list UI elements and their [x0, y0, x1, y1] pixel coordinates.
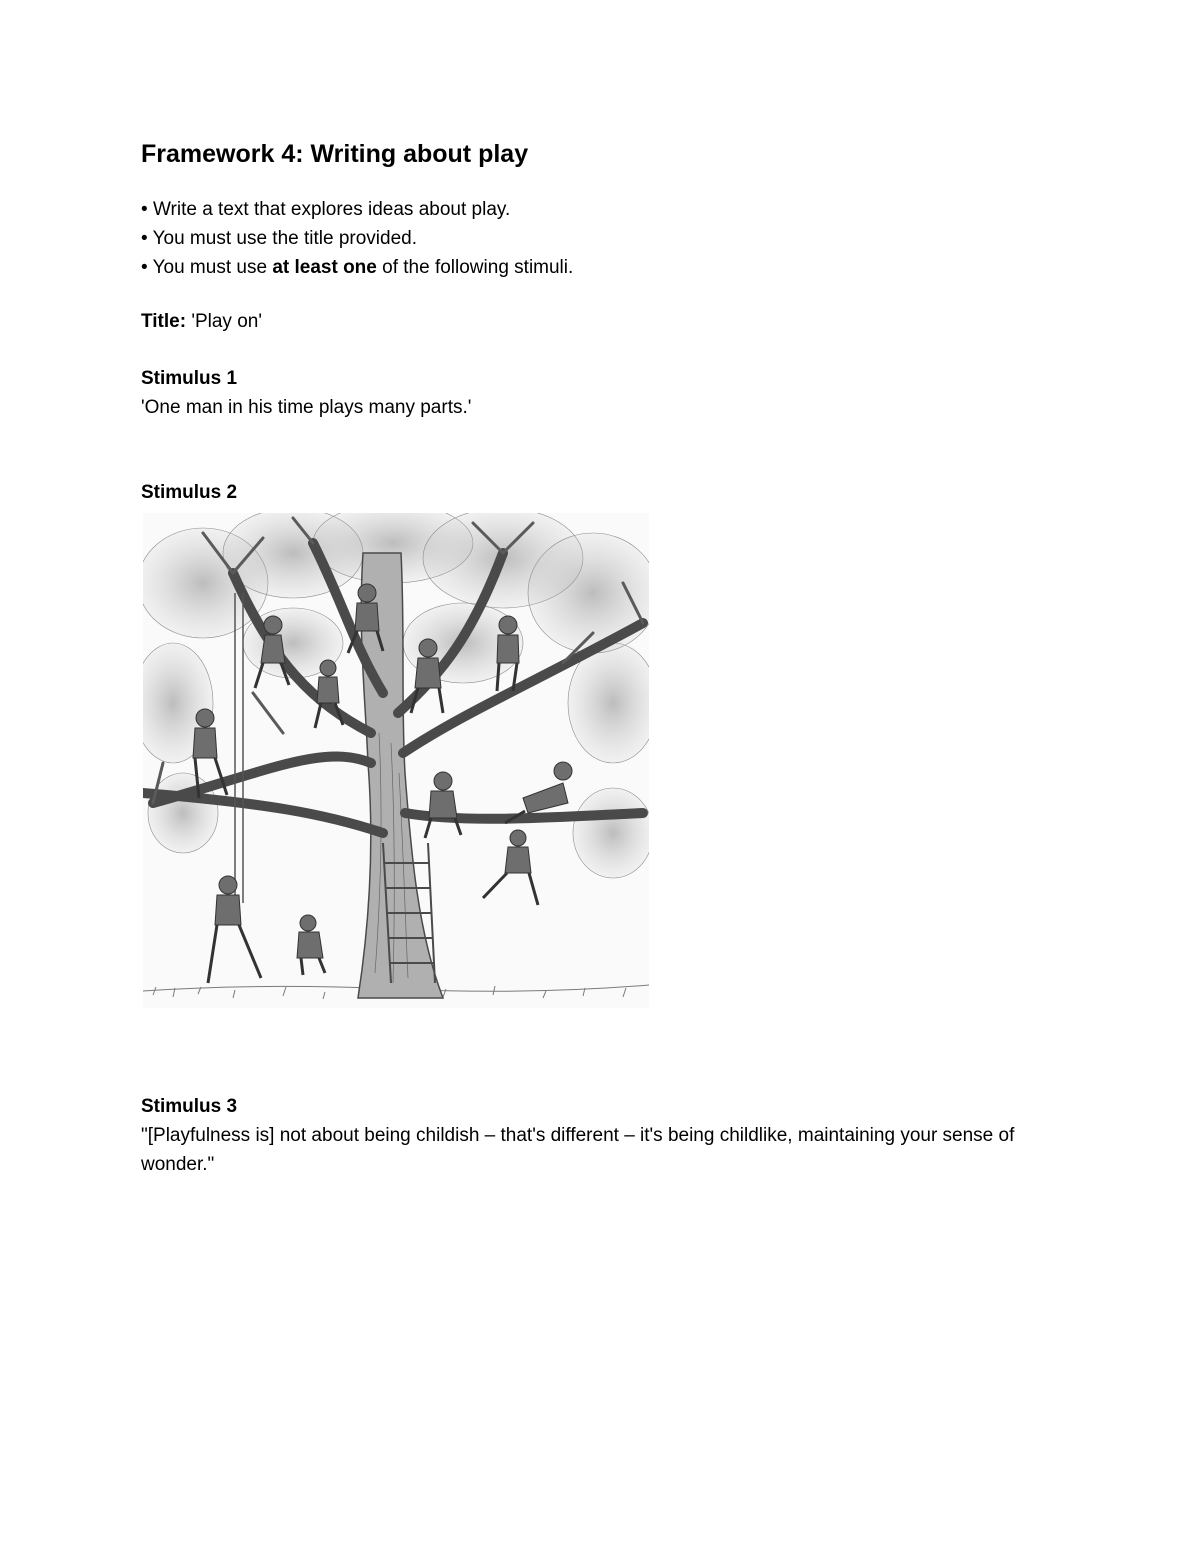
- stimulus-3-quote: "[Playfulness is] not about being childish – that's different – it's being childlike, maintaining your sense of wonder.": [141, 1125, 1015, 1175]
- stimulus-3-label: Stimulus 3: [141, 1096, 238, 1117]
- instruction-item: [141, 224, 573, 253]
- child-figure: [297, 915, 325, 975]
- stimulus-2-label: Stimulus 2: [141, 482, 238, 503]
- tree-illustration: [143, 513, 649, 1008]
- swing-ropes: [235, 593, 243, 903]
- instruction-item: [141, 195, 573, 224]
- rope-ladder: [383, 843, 435, 983]
- child-figure: [497, 616, 519, 691]
- page-title: Framework 4: Writing about play: [141, 140, 529, 168]
- instruction-text: Write a text that explores ideas about play.: [152, 199, 511, 220]
- instruction-text: You must use: [152, 257, 273, 278]
- stimulus-1-label: Stimulus 1: [141, 368, 238, 389]
- child-figure: [425, 772, 461, 838]
- instruction-emphasis: at least one: [272, 257, 377, 278]
- instruction-list: [141, 195, 573, 282]
- bullet-marker: •: [141, 228, 148, 249]
- instruction-text: of the following stimuli.: [376, 257, 574, 278]
- title-line: [141, 307, 262, 336]
- instruction-text: You must use the title provided.: [152, 228, 417, 249]
- title-value: 'Play on': [191, 311, 262, 332]
- instruction-item: [141, 253, 573, 282]
- bullet-marker: •: [141, 199, 148, 220]
- title-label: Title:: [141, 311, 187, 332]
- tree-sketch-image: [143, 513, 649, 1008]
- bullet-marker: •: [141, 257, 148, 278]
- stimulus-1-quote: 'One man in his time plays many parts.': [141, 397, 472, 418]
- child-figure: [483, 830, 538, 905]
